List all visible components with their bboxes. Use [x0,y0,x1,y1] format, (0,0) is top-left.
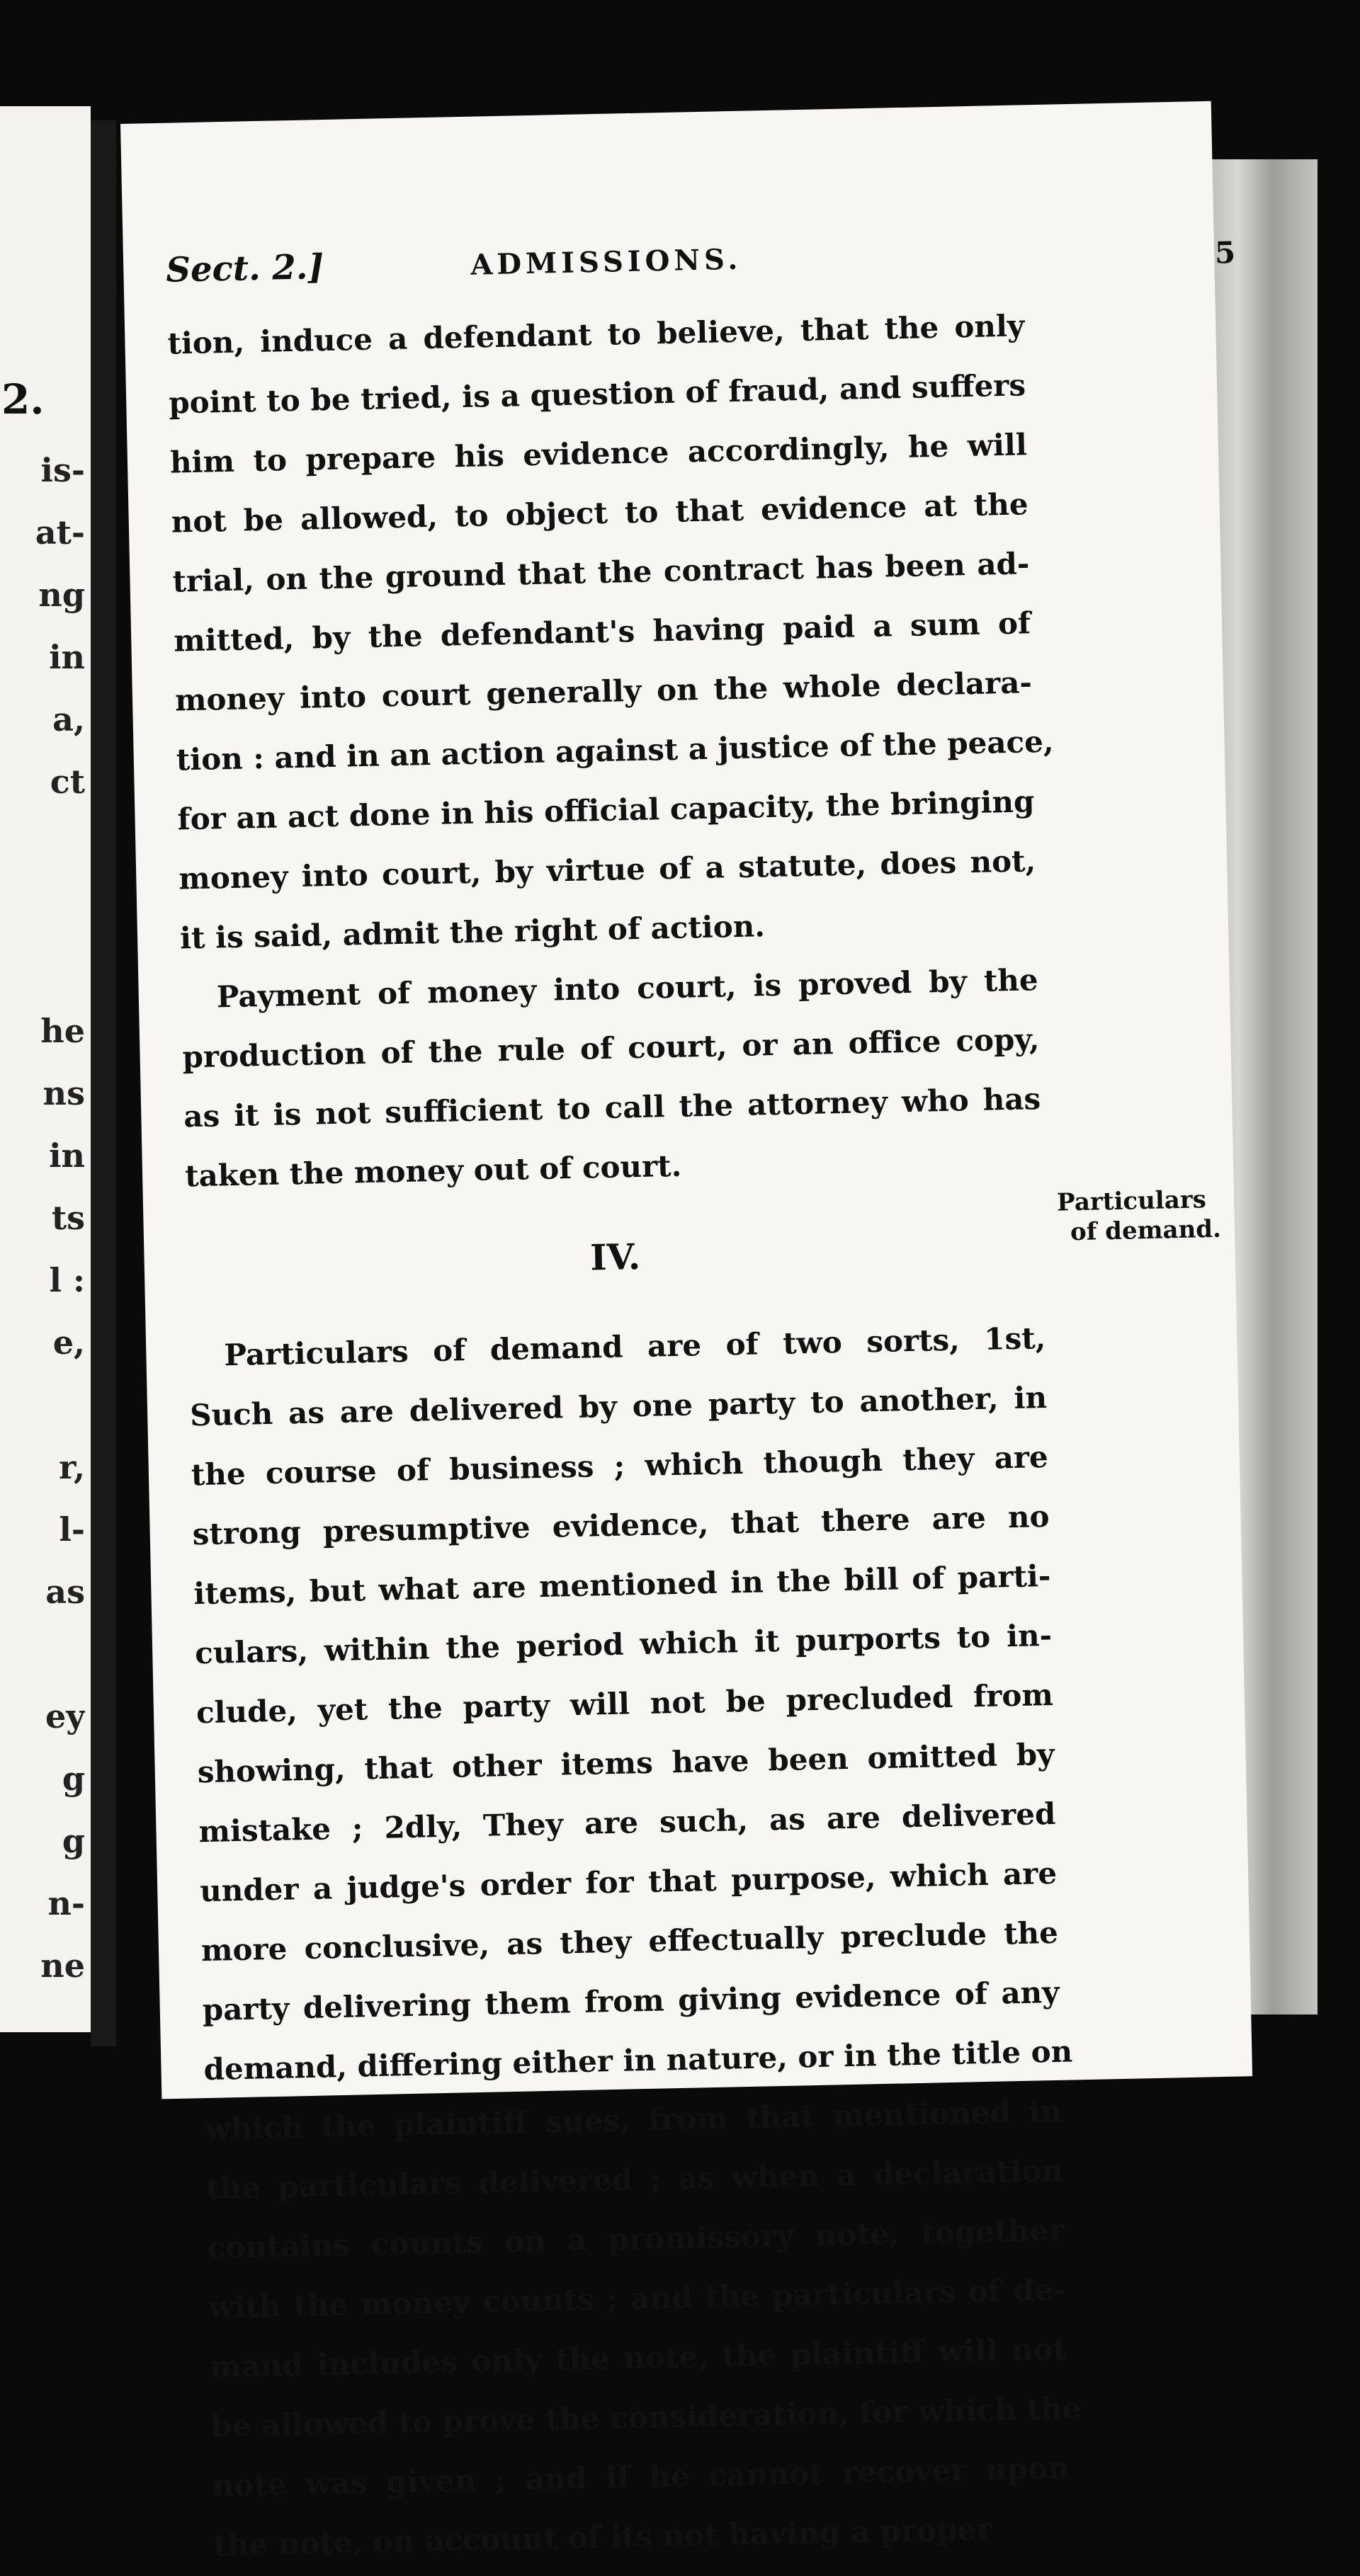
text-line: tion, induce a defendant to believe, that the only [166,308,1025,361]
fragment-line [0,937,85,1000]
fragment-line: in [49,638,85,676]
text-line: mand includes only the note, the plaintiff will not [209,2331,1067,2385]
fragment-line: ne [40,1947,85,1985]
margin-note [1057,1184,1242,1247]
previous-page-edge [0,106,91,2032]
fragment-line: is- [40,451,85,489]
margin-note-line: of demand. [1070,1214,1222,1247]
text-line: which the plaintiff sues, from that mentioned in [204,2093,1062,2147]
text-line: it is said, admit the right of action. [179,908,766,956]
text-line: demand, differing either in nature, or in the title on [203,2034,1073,2087]
book-gutter [91,120,116,2046]
fragment-line: ns [42,1074,85,1112]
text-line: Payment of money into court, is proved by the [216,962,1039,1015]
section-reference: Sect. 2.] [165,247,324,290]
fragment-line [0,875,85,937]
text-line: for an act done in his official capacity, the bringing [177,784,1035,837]
fragment-line [0,813,85,875]
text-line: money into court generally on the whole declara- [174,665,1033,718]
text-line: Such as are delivered by one party to another, in [189,1380,1048,1433]
text-line: strong presumptive evidence, that there are no [192,1498,1050,1552]
text-line: contains counts on a promissory note, together [207,2212,1065,2266]
text-line: the note, on account of its not having a proper [213,2511,992,2563]
text-line: tion : and in an action against a justice of the peace, [176,724,1054,777]
fragment-line: l- [59,1510,85,1549]
text-line: trial, on the ground that the contract has been ad- [172,546,1030,599]
fragment-line: r, [59,1448,85,1486]
text-line: as it is not sufficient to call the attorney who has [183,1081,1041,1134]
previous-page-number: 2. [1,375,45,423]
text-line: party delivering them from giving evidence of any [202,1974,1060,2028]
fragment-line: g [62,1822,85,1860]
fragment-line: e, [52,1323,85,1362]
text-line: him to prepare his evidence accordingly, he will [169,427,1028,480]
text-line: taken the money out of court. [184,1148,682,1194]
text-line: clude, yet the party will not be precluded from [196,1677,1054,1731]
fragment-line [0,1623,85,1685]
text-line: the particulars delivered ; as when a declaration [205,2153,1064,2206]
text-line: not be allowed, to object to that evidence at the [171,486,1029,540]
section-heading: IV. [589,1235,641,1279]
text-line: under a judge's order for that purpose, which are [199,1855,1058,1909]
fragment-line: l : [49,1261,85,1299]
fragment-line: a, [52,700,85,739]
fragment-line: ng [38,576,85,614]
text-line: more conclusive, as they effectually preclude the [200,1915,1059,1968]
text-line: with the money counts ; and the particulars of de- [208,2272,1066,2325]
page-number: 5 [1214,235,1236,270]
fragment-line: as [45,1573,85,1611]
fragment-line: g [62,1760,85,1798]
text-line: culars, within the period which it purports to in- [194,1617,1053,1671]
fragment-line: at- [35,513,85,552]
text-line: mitted, by the defendant's having paid a sum of [173,605,1031,659]
paragraph-3 [188,1309,1082,2575]
running-head: ADMISSIONS. [470,242,742,282]
fragment-line: ey [45,1697,85,1736]
previous-page-text-fragments [0,439,85,1997]
text-line: production of the rule of court, or an office copy, [182,1022,1040,1075]
body-text [166,296,1082,2575]
text-line: the course of business ; which though they are [191,1439,1049,1493]
text-line: mistake ; 2dly, They are such, as are delivered [198,1796,1056,1850]
paragraph-2 [181,950,1043,1206]
text-line: note was given ; and if he cannot recover upon [212,2450,1070,2504]
margin-note-line: Particulars [1056,1185,1207,1217]
text-line: showing, that other items have been omitted by [197,1736,1055,1790]
fragment-line: ct [50,763,85,801]
text-line: items, but what are mentioned in the bill of parti- [193,1558,1051,1612]
text-line: money into court, by virtue of a statute, does not, [178,843,1036,896]
fragment-line: n- [47,1884,85,1922]
text-line: point to be tried, is a question of fraud, and suffers [168,367,1026,421]
fragment-line: in [49,1136,85,1175]
book-page [120,101,1252,2563]
fragment-line: he [40,1012,85,1050]
fragment-line [0,1374,85,1436]
fragment-line: ts [51,1199,85,1237]
text-line: Particulars of demand are of two sorts, 1st, [223,1321,1046,1373]
page-header [165,229,1236,307]
paragraph-1 [166,296,1054,968]
text-line: be allowed to prove the consideration, for which the [210,2390,1082,2444]
